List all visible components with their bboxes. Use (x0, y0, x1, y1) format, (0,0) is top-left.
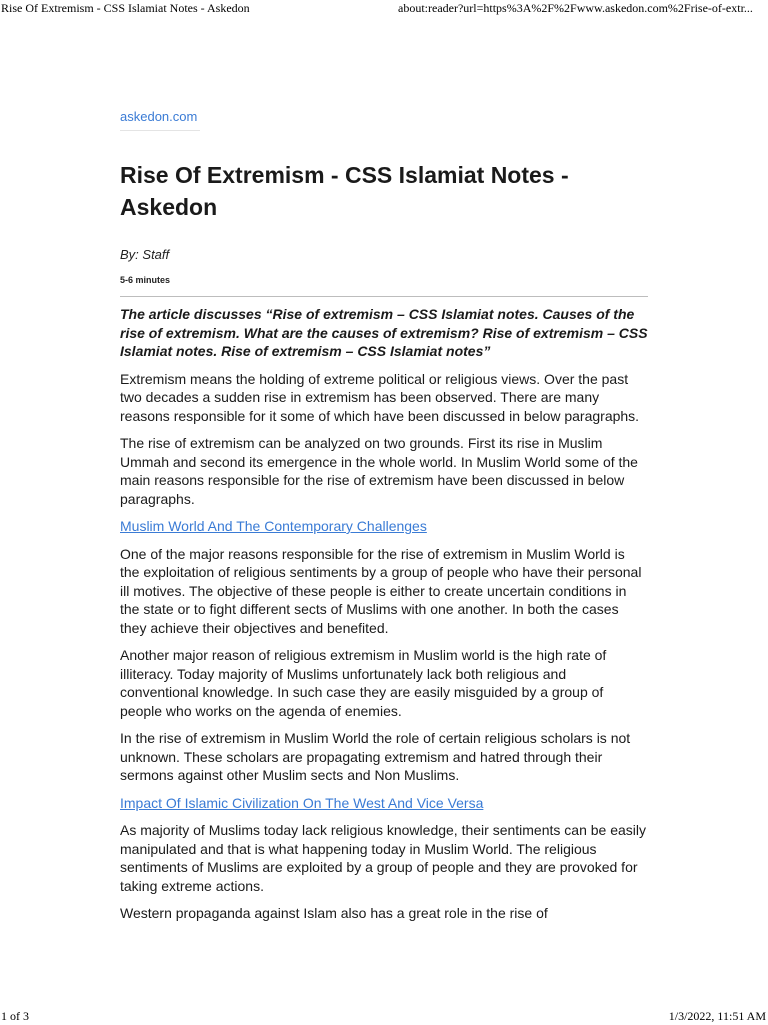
intro-paragraph: The article discusses “Rise of extremism – CSS Islamiat notes. Causes of the rise of extremism. What are the causes of extremism? Rise of extremism – CSS Islamiat notes. Rise of extremism – CSS Islamiat notes” (120, 306, 648, 359)
page-title: Rise Of Extremism - CSS Islamiat Notes - Askedon (120, 162, 569, 220)
paragraph: As majority of Muslims today lack religious knowledge, their sentiments can be easily manipulated and that is what happening today in Muslim World. The religious sentiments of Muslims are exploited by a group of people and they are provoked for taking extreme actions. (120, 822, 647, 894)
paragraph: Another major reason of religious extremism in Muslim world is the high rate of illiteracy. Today majority of Muslims unfortunately lack both religious and conventional knowledge. In such case they are easily misguided by a group of people who works on the agenda of enemies. (120, 647, 607, 719)
reader-view (120, 108, 648, 932)
print-header (0, 1, 768, 17)
related-article-link[interactable]: Muslim World And The Contemporary Challenges (120, 518, 427, 534)
print-header-url: about:reader?url=https%3A%2F%2Fwww.askedon.com%2Frise-of-extr... (398, 1, 753, 15)
article-content (120, 305, 648, 923)
paragraph: The rise of extremism can be analyzed on two grounds. First its rise in Muslim Ummah and second its emergence in the whole world. In Muslim World some of the main reasons responsible for the rise of extremism have been discussed in below paragraphs. (120, 435, 638, 507)
print-datetime: 1/3/2022, 11:51 AM (668, 1009, 766, 1023)
domain-link[interactable]: askedon.com (120, 108, 200, 131)
paragraph: Extremism means the holding of extreme political or religious views. Over the past two decades a sudden rise in extremism has been observed. There are many reasons responsible for it some of which have been discussed in below paragraphs. (120, 370, 640, 424)
divider (120, 296, 648, 297)
paragraph: Western propaganda against Islam also has a great role in the rise of (120, 905, 548, 921)
print-footer (0, 1009, 768, 1025)
related-article-link[interactable]: Impact Of Islamic Civilization On The West And Vice Versa (120, 794, 484, 811)
page-number: 1 of 3 (1, 1009, 29, 1023)
print-header-title: Rise Of Extremism - CSS Islamiat Notes - Askedon (1, 1, 250, 15)
byline: By: Staff (120, 247, 170, 262)
reading-time: 5-6 minutes (120, 275, 171, 285)
paragraph: In the rise of extremism in Muslim World the role of certain religious scholars is not unknown. These scholars are propagating extremism and hatred through their sermons against other Muslim sects and Non Muslims. (120, 730, 631, 783)
paragraph: One of the major reasons responsible for the rise of extremism in Muslim World is the exploitation of religious sentiments by a group of people who have their personal ill motives. The objective of these people is either to create uncertain conditions in the state or to fight different sects of Muslims with one another. In both the cases they achieve their objectives and benefited. (120, 545, 642, 636)
